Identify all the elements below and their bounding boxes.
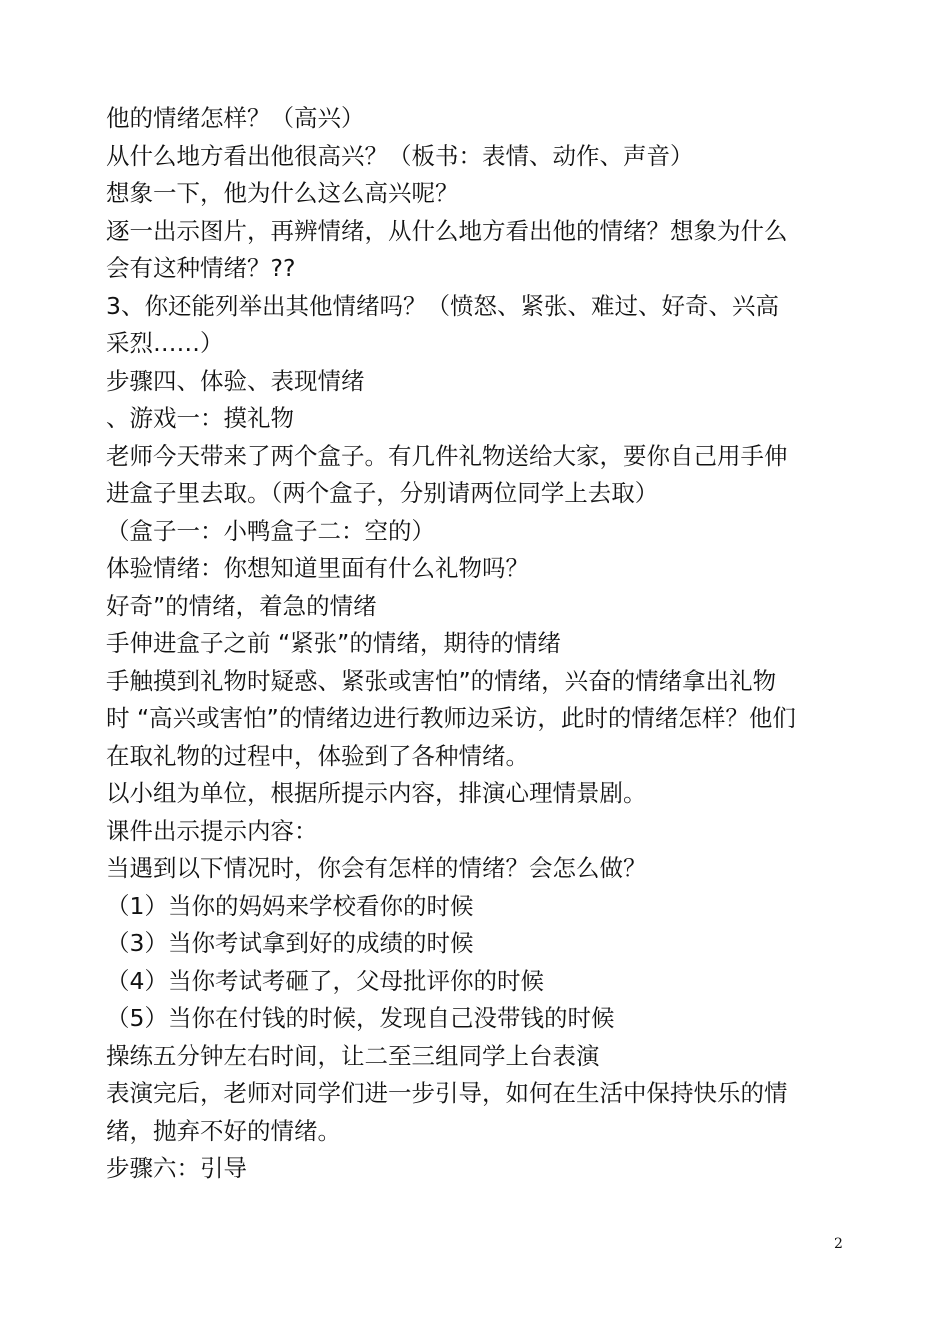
text-line: 会有这种情绪？?? xyxy=(106,254,296,282)
text-line: 进盒子里去取。（两个盒子，分别请两位同学上去取） xyxy=(106,479,659,507)
text-line: （盒子一：小鸭盒子二：空的） xyxy=(106,516,435,545)
text-line: 手触摸到礼物时疑惑、紧张或害怕”的情绪，兴奋的情绪拿出礼物 xyxy=(106,666,777,695)
text-line: 时 “高兴或害怕”的情绪边进行教师边采访，此时的情绪怎样？他们 xyxy=(106,704,796,732)
text-line: 绪，抛弃不好的情绪。 xyxy=(106,1116,341,1145)
section-heading: 步骤六：引导 xyxy=(106,1154,247,1182)
text-line: 以小组为单位，根据所提示内容，排演心理情景剧。 xyxy=(106,779,647,807)
text-line: 在取礼物的过程中，体验到了各种情绪。 xyxy=(106,741,529,770)
text-line: 好奇”的情绪，着急的情绪 xyxy=(106,591,377,620)
list-item: （5）当你在付钱的时候，发现自己没带钱的时候 xyxy=(106,1004,615,1032)
text-line: 逐一出示图片，再辨情绪，从什么地方看出他的情绪？想象为什么 xyxy=(106,216,788,245)
text-line: 采烈……） xyxy=(106,329,224,357)
section-heading: 步骤四、体验、表现情绪 xyxy=(106,366,365,395)
text-line: 操练五分钟左右时间，让二至三组同学上台表演 xyxy=(106,1041,600,1070)
text-line: 3、你还能列举出其他情绪吗？（愤怒、紧张、难过、好奇、兴高 xyxy=(106,291,779,320)
list-item: （3）当你考试拿到好的成绩的时候 xyxy=(106,929,474,957)
text-line: 老师今天带来了两个盒子。有几件礼物送给大家，要你自己用手伸 xyxy=(106,441,788,470)
text-line: 手伸进盒子之前 “紧张”的情绪，期待的情绪 xyxy=(106,629,561,657)
list-item: （4）当你考试考砸了，父母批评你的时候 xyxy=(106,966,544,995)
text-line: 课件出示提示内容： xyxy=(106,816,318,845)
text-line: 体验情绪：你想知道里面有什么礼物吗？ xyxy=(106,554,529,582)
text-line: 他的情绪怎样？（高兴） xyxy=(106,104,365,132)
text-line: 、游戏一：摸礼物 xyxy=(106,404,294,432)
page-number: 2 xyxy=(834,1236,843,1252)
text-line: 从什么地方看出他很高兴？（板书：表情、动作、声音） xyxy=(106,141,694,170)
text-line: 当遇到以下情况时，你会有怎样的情绪？会怎么做？ xyxy=(106,854,647,882)
list-item: （1）当你的妈妈来学校看你的时候 xyxy=(106,891,474,920)
document-body xyxy=(106,100,851,1188)
text-line: 想象一下，他为什么这么高兴呢？ xyxy=(106,179,459,207)
text-line: 表演完后，老师对同学们进一步引导，如何在生活中保持快乐的情 xyxy=(106,1079,788,1107)
